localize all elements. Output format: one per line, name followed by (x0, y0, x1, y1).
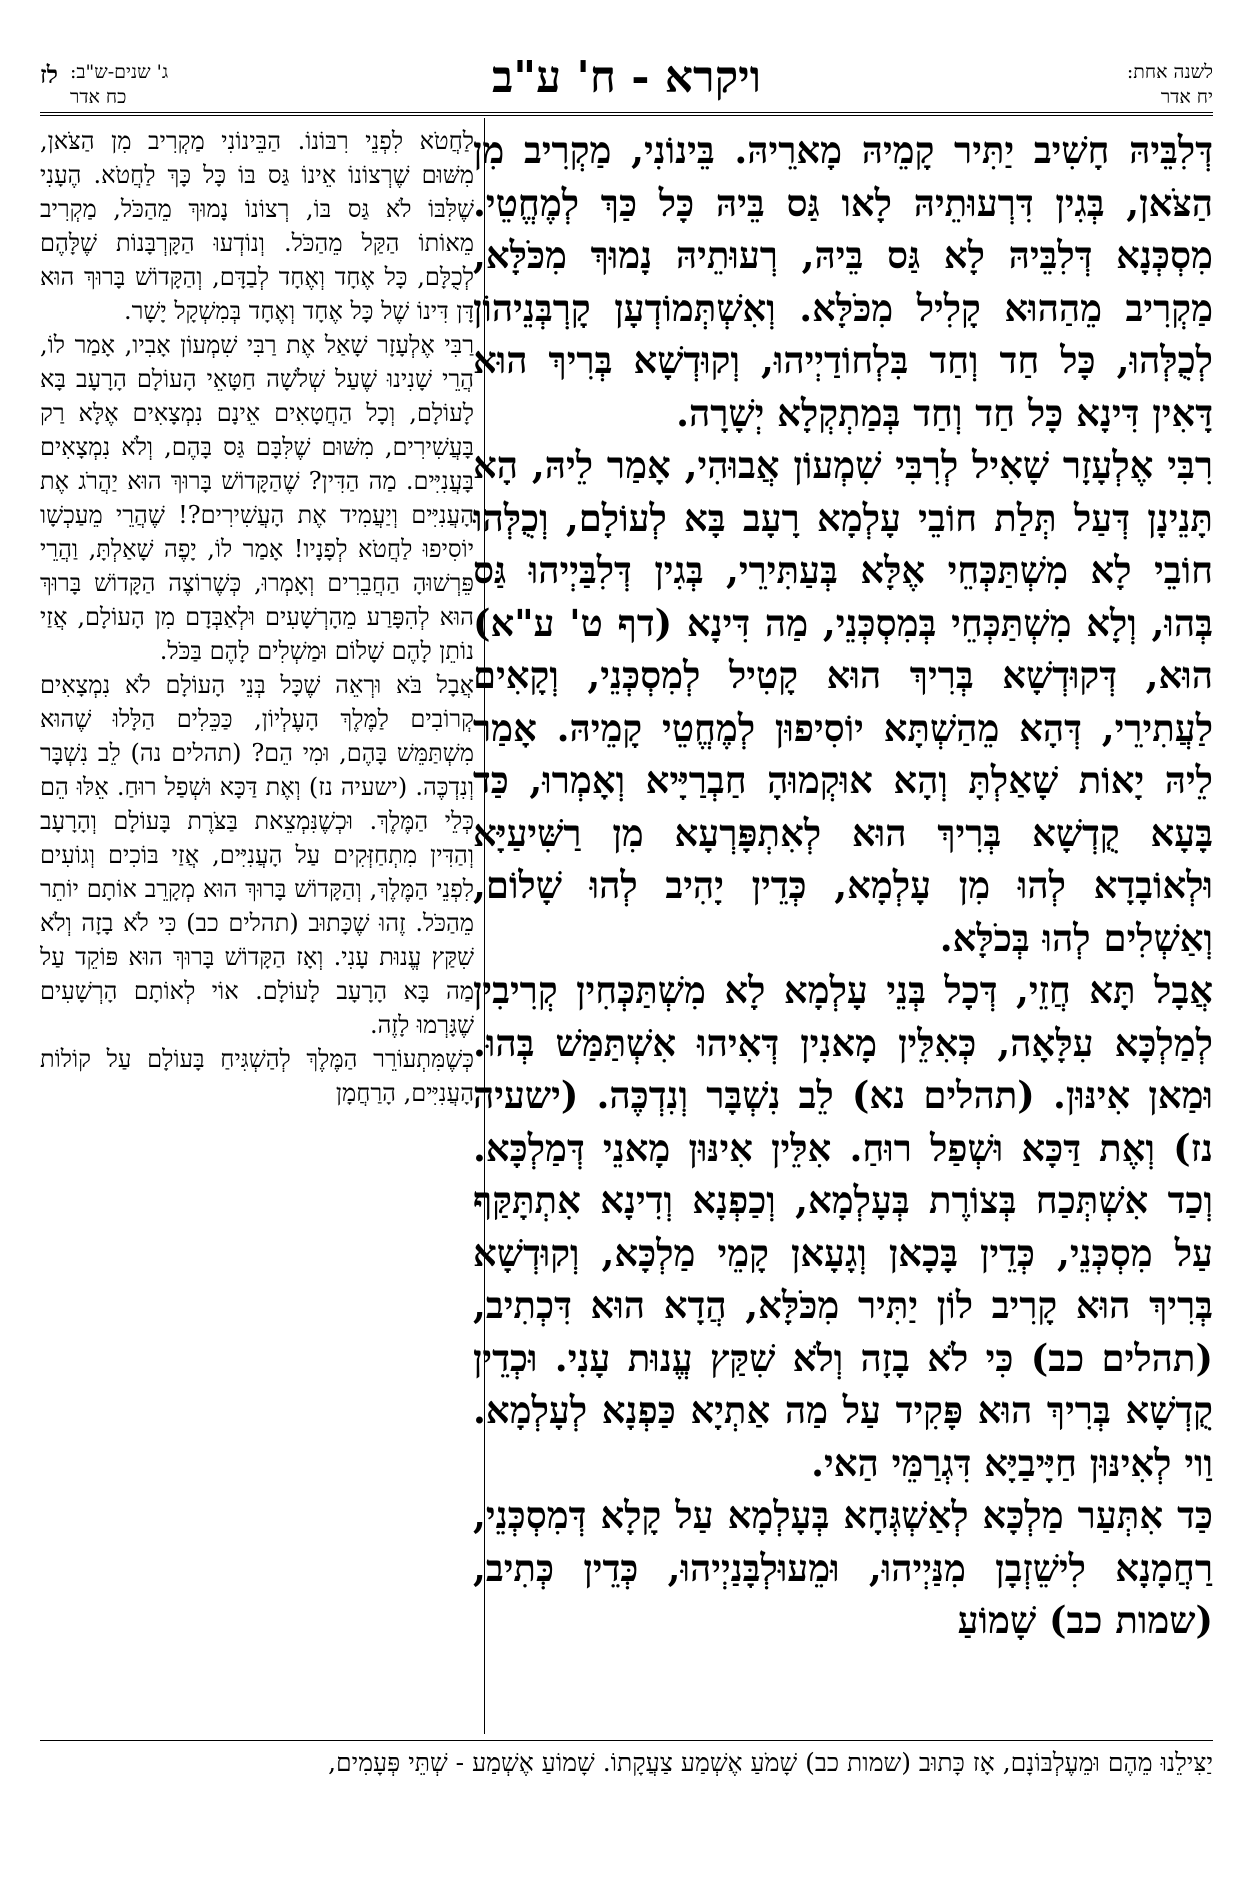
main-paragraph: אֲבָל תָּא חֲזֵי, דְּכָל בְּנֵי עָלְמָא לָא מִשְׁתַּכְּחִין קְרִיבִין לְמַלְכָּא עִלָּאָה, כְּאִלֵּין מָאנִין דְּאִיהוּ אִשְׁתַּמַּשׁ בְּהוּ. וּמַאן אִינּוּן. (תהלים נא) לֵב נִשְׁבָּר וְנִדְכֶּה. (ישעיה נז) וְאֶת דַּכָּא וּשְׁפַל רוּחַ. אִלֵּין אִינּוּן מָאנֵי דְּמַלְכָּא. וְכַד אִשְׁתְּכַח בְּצוֹרֶת בְּעָלְמָא, וְכַפְנָא וְדִינָא אִתְתָּקַּף עַל מִסְכְּנֵי, כְּדֵין בָּכָאן וְגָעָאן קָמֵי מַלְכָּא, וְקוּדְשָׁא בְּרִיךְ הוּא קָרִיב לוֹן יַתִּיר מִכֹּלָּא, הֲדָא הוּא דִּכְתִיב, (תהלים כב) כִּי לֹא בָזָה וְלֹא שִׁקַּץ עֱנוּת עָנִי. וּכְדֵין קֻדְשָׁא בְּרִיךְ הוּא פָּקִיד עַל מַה אַתְיָא כַּפְנָא לְעָלְמָא. וַוי לְאִינּוּן חַיָּיבַיָּא דִּגְרַמֵּי הַאי. (473, 968, 1213, 1485)
side-paragraph: כְּשֶׁמִּתְעוֹרֵר הַמֶּלֶךְ לְהַשְׁגִּיחַ בָּעוֹלָם עַל קוֹלוֹת הָעֲנִיִּים, הָרַחֲמָן (40, 1045, 474, 1107)
side-column-translation (40, 124, 474, 1734)
side-paragraph: לַחֲטֹא לִפְנֵי רִבּוֹנוֹ. הַבֵּינוֹנִי מַקְרִיב מִן הַצֹּאן, מִשּׁוּם שֶׁרְצוֹנוֹ אֵינוֹ גַּס בּוֹ כָּל כָּךְ לַחֲטֹא. הֶעָנִי שֶׁלִּבּוֹ לֹא גַּס בּוֹ, רְצוֹנוֹ נָמוּךְ מֵהַכֹּל, מַקְרִיב מֵאוֹתוֹ הַקַּל מֵהַכֹּל. וְנוֹדְעוּ הַקָּרְבָּנוֹת שֶׁלָּהֶם לְכֻלָּם, כָּל אֶחָד וְאֶחָד לְבַדָּם, וְהַקָּדוֹשׁ בָּרוּךְ הוּא דָּן דִּינוֹ שֶׁל כָּל אֶחָד וְאֶחָד בְּמִשְׁקָל יָשָׁר. (40, 127, 474, 325)
main-paragraph: דְּלִבֵּיהּ חָשִׁיב יַתִּיר קָמֵיהּ מָארֵיהּ. בֵּינוֹנִי, מַקְרִיב מִן הַצֹּאן, בְּגִין דִּרְעוּתֵיהּ לָאו גַּס בֵּיהּ כָּל כַּךְ לְמֶחֱטֵי. מִסְכְּנָא דְּלִבֵּיהּ לָא גַּס בֵּיהּ, רְעוּתֵיהּ נָמוּךְ מִכֹּלָּא, מַקְרִיב מֵהַהוּא קָלִיל מִכֹּלָּא. וְאִשְׁתְּמוֹדְעָן קָרְבְּנֵיהוֹן לְכֻלְּהוּ, כָּל חַד וְחַד בִּלְחוֹדַיְיהוּ, וְקוּדְשָׁא בְּרִיךְ הוּא דָּאִין דִּינָא כָּל חַד וְחַד בְּמַתְקְלָא יְשָׁרָה. (473, 128, 1213, 435)
header-left (70, 60, 168, 110)
footer-text: יַצִּילֵנוּ מֵהֶם וּמֵעֶלְבּוֹנָם, אָז כָּתוּב (שמות כב) שָׁמֹעַ אֶשְׁמַע צַעֲקָתוֹ. שָׁמוֹעַ אֶשְׁמַע - שְׁתֵּי פְּעָמִים, (328, 1748, 1213, 1777)
header-rule (40, 112, 1213, 116)
header-right-line1: לשנה אחת: (1126, 61, 1213, 83)
header-right-line2: יח אדר (1160, 86, 1213, 108)
page-title: ויקרא - ח' ע"ב (492, 52, 761, 103)
main-column-text (473, 124, 1213, 1734)
side-paragraph: רַבִּי אֶלְעָזָר שָׁאַל אֶת רַבִּי שִׁמְעוֹן אָבִיו, אָמַר לוֹ, הֲרֵי שָׁנִינוּ שֶׁעַל שְׁלֹשָׁה חַטָּאֵי הָעוֹלָם הָרָעָב בָּא לָעוֹלָם, וְכָל הַחֲטָאִים אֵינָם נִמְצָאִים אֶלָּא רַק בָּעֲשִׁירִים, מִשּׁוּם שֶׁלִּבָּם גַּס בָּהֶם, וְלֹא נִמְצָאִים בָּעֲנִיִּים. מַה הַדִּין? שֶׁהַקָּדוֹשׁ בָּרוּךְ הוּא יַהֲרֹג אֶת הָעֲנִיִּים וְיַעֲמִיד אֶת הָעֲשִׁירִים?! שֶׁהֲרֵי מֵעַכְשָׁו יוֹסִיפוּ לַחֲטֹא לְפָנָיו! אָמַר לוֹ, יָפֶה שָׁאַלְתָּ, וַהֲרֵי פֵּרְשׁוּהָ הַחֲבֵרִים וְאָמְרוּ, כְּשֶׁרוֹצֶה הַקָּדוֹשׁ בָּרוּךְ הוּא לְהִפָּרַע מֵהָרְשָׁעִים וּלְאַבְּדָם מִן הָעוֹלָם, אֲזַי נוֹתֵן לָהֶם שָׁלוֹם וּמַשְׁלִים לָהֶם בַּכֹּל. (40, 331, 474, 665)
side-paragraph: אֲבָל בֹּא וּרְאֵה שֶׁכָּל בְּנֵי הָעוֹלָם לֹא נִמְצָאִים קְרוֹבִים לַמֶּלֶךְ הָעֶלְיוֹן, כַּכֵּלִים הַלָּלוּ שֶׁהוּא מִשְׁתַּמֵּשׁ בָּהֶם, וּמִי הֵם? (תהלים נה) לֵב נִשְׁבָּר וְנִדְכֶּה. (ישעיה נז) וְאֶת דַּכָּא וּשְׁפַל רוּחַ. אֵלּוּ הֵם כְּלֵי הַמֶּלֶךְ. וּכְשֶׁנִּמְצֵאת בַּצֹּרֶת בָּעוֹלָם וְהָרָעָב וְהַדִּין מִתְחַזְּקִים עַל הָעֲנִיִּים, אֲזַי בּוֹכִים וְגוֹעִים לִפְנֵי הַמֶּלֶךְ, וְהַקָּדוֹשׁ בָּרוּךְ הוּא מְקָרֵב אוֹתָם יוֹתֵר מֵהַכֹּל. זֶהוּ שֶׁכָּתוּב (תהלים כב) כִּי לֹא בָזָה וְלֹא שִׁקַּץ עֱנוּת עָנִי. וְאָז הַקָּדוֹשׁ בָּרוּךְ הוּא פּוֹקֵד עַל מַה בָּא הָרָעָב לָעוֹלָם. אוֹי לְאוֹתָם הָרְשָׁעִים שֶׁגָּרְמוּ לָזֶה. (40, 671, 474, 1039)
main-paragraph: כַּד אִתְּעַר מַלְכָּא לְאַשְׁגְּחָא בְּעָלְמָא עַל קָלָא דְּמִסְכְּנֵי, רַחֲמָנָא לִישֵׁזְבָן מִנַּיְיהוּ, וּמֵעוּלְבָּנַיְיהוּ, כְּדֵין כְּתִיב, (שמות כב) שָׁמוֹעַ (473, 1493, 1213, 1642)
header-left-line2: כח אדר (70, 86, 127, 108)
header-left-line1: ג' שנים-ש"ב: (70, 61, 169, 83)
footer-rule (40, 1740, 1213, 1741)
page-number: לז (40, 60, 58, 89)
main-paragraph: רִבִּי אֶלְעָזָר שָׁאִיל לְרִבִּי שִׁמְעוֹן אֲבוּהִי, אָמַר לֵיהּ, הָא תָּנֵינָן דְּעַל תְּלַת חוֹבֵי עָלְמָא רָעָב בָּא לְעוֹלָם, וְכֻלְּהוּ חוֹבֵי לָא מִשְׁתַּכְּחֵי אֶלָּא בְּעַתִּירֵי, בְּגִין דְּלִבַּיְיהוּ גַּס בְּהוּ, וְלָא מִשְׁתַּכְּחֵי בְּמִסְכְּנֵי, מַה דִּינָא (דף ט' ע"א) הוּא, דְּקוּדְשָׁא בְּרִיךְ הוּא קָטִיל לְמִסְכְּנֵי, וְקָאִים לַעֲתִירֵי, דְּהָא מֵהַשְׁתָּא יוֹסִיפוּן לְמֶחֱטֵי קָמֵיהּ. אָמַר לֵיהּ יָאוֹת שָׁאַלְתָּ וְהָא אוּקְמוּהָ חַבְרַיָּיא וְאָמְרוּ, כַּד בָּעָא קֻדְשָׁא בְּרִיךְ הוּא לְאִתְפָּרְעָא מִן רַשִּׁיעַיָּא וּלְאוֹבָדָא לְהוּ מִן עָלְמָא, כְּדֵין יָהִיב לְהוּ שָׁלוֹם, וְאַשְׁלִים לְהוּ בְּכֹלָּא. (473, 443, 1213, 960)
